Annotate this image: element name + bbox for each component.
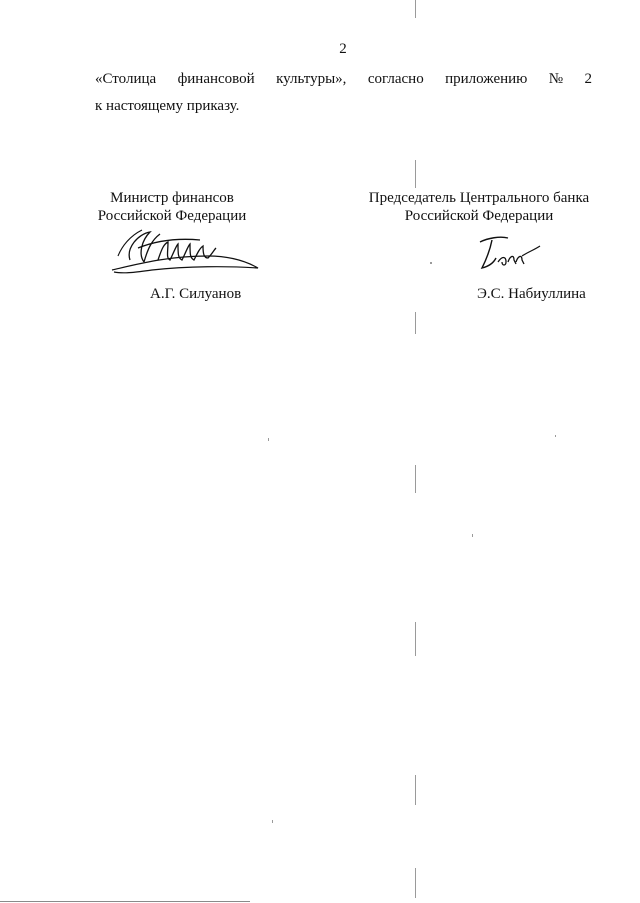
handwritten-signature-siluanov bbox=[108, 226, 263, 278]
paragraph-word: «Столица bbox=[95, 71, 157, 87]
paragraph-word: № bbox=[548, 71, 564, 87]
signatory-title-line: Российской Федерации bbox=[404, 208, 554, 224]
paragraph-word: 2 bbox=[584, 71, 592, 87]
paragraph-word: культуры», bbox=[276, 71, 347, 87]
scan-mark bbox=[415, 160, 416, 188]
signatory-name-siluanov: А.Г. Силуанов bbox=[150, 286, 242, 302]
scan-mark bbox=[415, 775, 416, 805]
signatory-name-nabiullina: Э.С. Набиуллина bbox=[477, 286, 586, 302]
scan-mark bbox=[272, 820, 273, 823]
paragraph-word: согласно bbox=[367, 71, 424, 87]
signatory-title-line: Российской Федерации bbox=[97, 208, 247, 224]
signatory-title-line: Министр финансов bbox=[110, 190, 234, 206]
signatory-title-line: Председатель Центрального банка bbox=[368, 190, 590, 206]
scan-mark bbox=[555, 435, 556, 437]
scan-mark bbox=[268, 438, 269, 441]
paragraph-line-2: к настоящему приказу. bbox=[95, 98, 240, 114]
scan-mark bbox=[430, 262, 432, 264]
scan-mark bbox=[415, 868, 416, 898]
signatory-title-minister bbox=[92, 189, 252, 225]
paragraph-line-1 bbox=[95, 71, 592, 88]
scan-mark bbox=[415, 622, 416, 656]
scan-mark bbox=[472, 534, 473, 537]
paragraph-word: финансовой bbox=[177, 71, 255, 87]
page-number: 2 bbox=[339, 41, 347, 57]
signatory-title-chairman bbox=[365, 189, 593, 225]
scan-bottom-edge bbox=[0, 901, 250, 902]
handwritten-signature-nabiullina bbox=[472, 232, 542, 274]
scan-mark bbox=[415, 465, 416, 493]
scan-mark bbox=[415, 312, 416, 334]
paragraph-word: приложению bbox=[445, 71, 528, 87]
scan-mark bbox=[415, 0, 416, 18]
